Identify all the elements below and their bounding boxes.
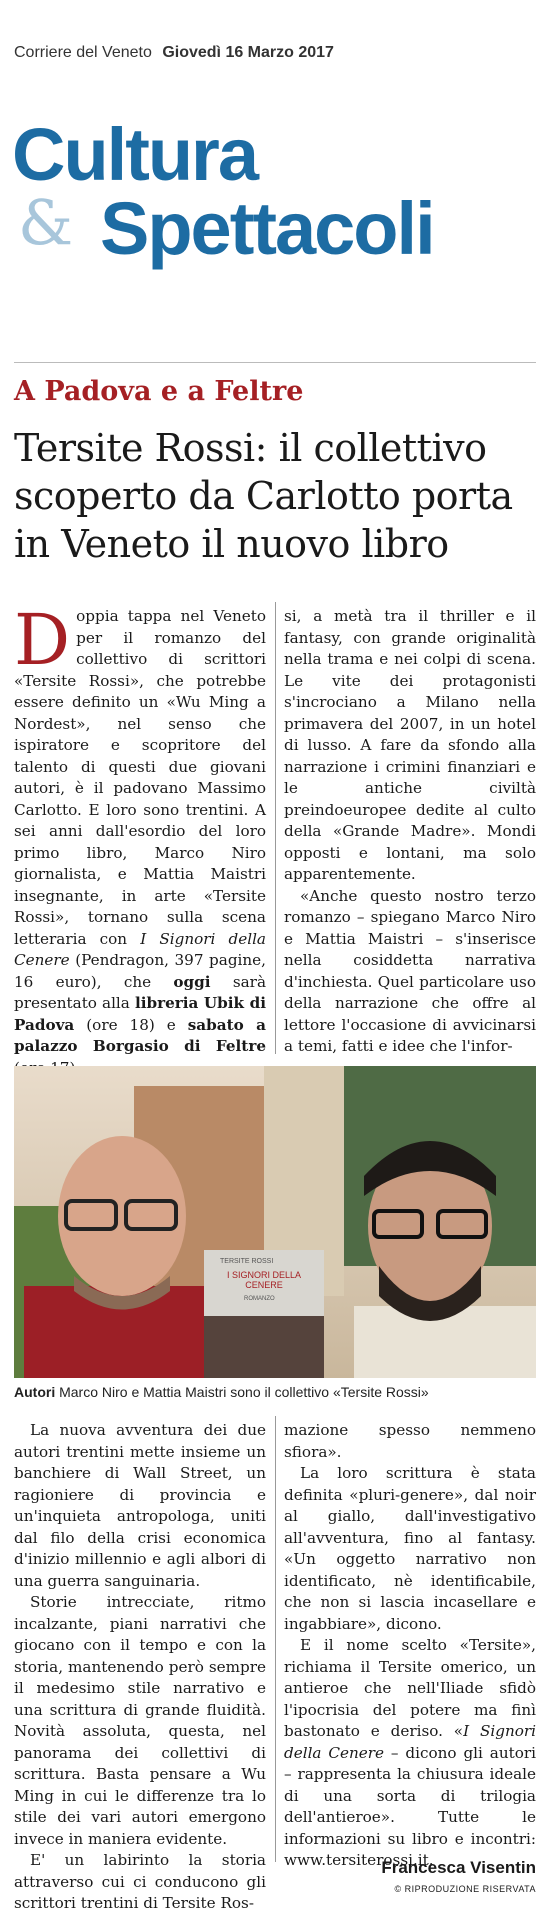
section-ampersand: & [18, 186, 74, 259]
drop-cap: D [14, 599, 71, 681]
book-cover-genre: ROMANZO [244, 1296, 275, 1302]
book-title: I Signori della Cenere [14, 929, 266, 969]
photo-caption: Autori Marco Niro e Mattia Maistri sono il collettivo «Tersite Rossi» [14, 1384, 429, 1400]
article-kicker: A Padova e a Feltre [14, 376, 304, 407]
authors-photo [14, 1066, 536, 1378]
article-column-2-top: si, a metà tra il thriller e il fantasy, con grande originalità nella trama e nei colpi di scena. Le vite dei protagonisti s'incrociano a Milano nella primavera del 2007, in un hotel di lusso. A fare da sfondo alla narrazione i crimini finanziari e le antiche civiltà preindoeuropee dedite al culto della «Grande Madre». Mondi opposti e lontani, ma solo apparentemente. «Anche questo nostro terzo romanzo – spiegano Marco Niro e Mattia Maistri – s'inserisce nella cosiddetta narrativa d'inchiesta. Quel particolare uso della narrazione che offre al lettore l'occasione di avvicinarsi a temi, fatti e idee che l'infor- [284, 607, 536, 1055]
paper-name: Corriere del Veneto [14, 44, 152, 61]
issue-date: Giovedì 16 Marzo 2017 [162, 44, 334, 61]
copyright-notice: © RIPRODUZIONE RISERVATA [394, 1884, 536, 1894]
column-divider [275, 1416, 276, 1862]
article-column-2-bottom: mazione spesso nemmeno sfiora». La loro scrittura è stata definita «pluri-genere», dal noir al giallo, dall'investigativo all'avventura, fino al fantasy. «Un oggetto narrativo non identificato, nè identificabile, che non si lascia incasellare e ingabbiare», dicono. E il nome scelto «Tersite», richiama il Tersite omerico, un antieroe che nell'Iliade sfidò l'ipocrisia del potere ma finì bastonato e deriso. «I Signori della Cenere – dicono gli autori – rappresenta la chiusura ideale di una sorta di trilogia dell'antieroe». Tutte le informazioni su libro e incontri: www.tersiterossi.it. [284, 1421, 536, 1869]
venue-padova: libreria Ubik di Padova [14, 994, 266, 1034]
divider [14, 362, 536, 363]
author-signature: Francesca Visentin [381, 1858, 536, 1877]
masthead [14, 44, 334, 62]
article-headline: Tersite Rossi: il collettivo scoperto da Carlotto porta in Veneto il nuovo libro [14, 426, 513, 566]
venue-feltre: sabato a palazzo Borgasio di Feltre [14, 1015, 267, 1055]
book-cover-title: I SIGNORI DELLA CENERE [226, 1270, 302, 1290]
column-divider [275, 602, 276, 1054]
article-column-1-top: Doppia tappa nel Veneto per il romanzo del collettivo di scrittori «Tersite Rossi», che potrebbe essere definito un «Wu Ming a Nordest», nel senso che ispiratore e scopritore del talento di questi due giovani autori, è il padovano Massimo Carlotto. E loro sono trentini. A sei anni dall'esordio del loro primo libro, Marco Niro giornalista, e Mattia Maistri insegnante, in arte «Tersite Rossi», tornano sulla scena letteraria con I Signori della Cenere (Pendragon, 397 pagine, 16 euro), che oggi sarà presentato alla libreria Ubik di Padova (ore 18) e sabato a palazzo Borgasio di Feltre [14, 599, 267, 1055]
section-title-line2: Spettacoli [100, 187, 434, 270]
book-cover-author: TERSITE ROSSI [220, 1258, 274, 1265]
section-title-line1: Cultura [12, 113, 257, 196]
article-column-1-bottom: La nuova avventura dei due autori trentini mette insieme un banchiere di Wall Street, un ragioniere di provincia e un'inquieta antropologa, uniti dal filo della crisi economica d'inizio millennio e agli albori di una guerra sanguinaria. Storie intrecciate, ritmo incalzante, piani narrativi che giocano con il tempo e con la storia, mantenendo però sempre il medesimo stile narrativo e una scrittura di grande fluidità. Novità assoluta, questa, nel panorama dei collettivi di scrittura. Basta pensare a Wu Ming in cui le differenze tra lo stile dei vari autori emergono invece in maniera evidente. E' un labirinto la storia attraverso cui ci conducono gli scrittori trentini di Tersite Ros- [14, 1421, 266, 1912]
